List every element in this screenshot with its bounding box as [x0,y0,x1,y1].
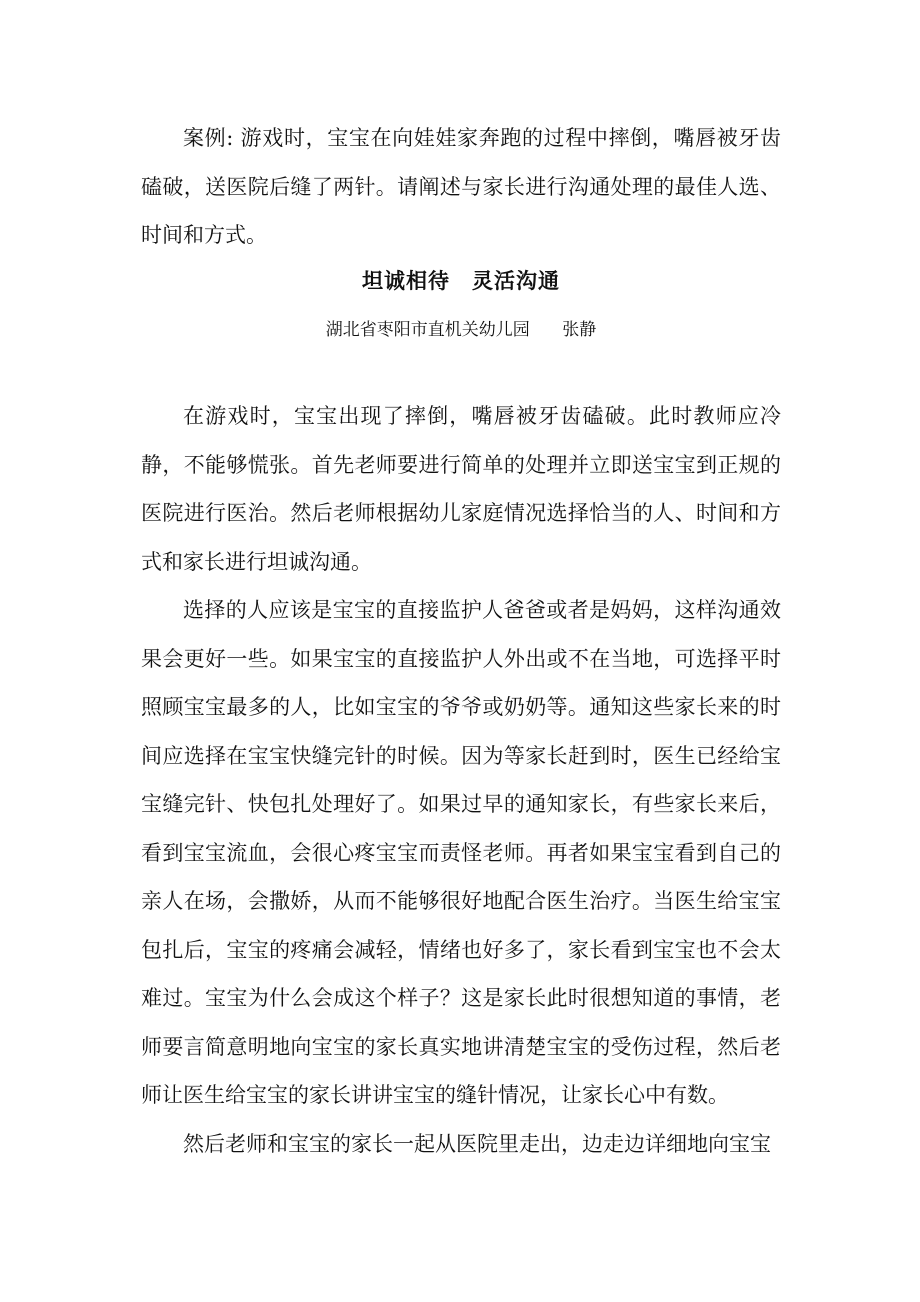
paragraph-2: 选择的人应该是宝宝的直接监护人爸爸或者是妈妈，这样沟通效果会更好一些。如果宝宝的直接监护人外出或不在当地，可选择平时照顾宝宝最多的人，比如宝宝的爷爷或奶奶等。通知这些家长来的时间应选择在宝宝快缝完针的时候。因为等家长赶到时，医生已经给宝宝缝完针、快包扎处理好了。如果过早的通知家长，有些家长来后，看到宝宝流血，会很心疼宝宝而责怪老师。再者如果宝宝看到自己的亲人在场，会撒娇，从而不能够很好地配合医生治疗。当医生给宝宝包扎后，宝宝的疼痛会减轻，情绪也好多了，家长看到宝宝也不会太难过。宝宝为什么会成这个样子？这是家长此时很想知道的事情，老师要言简意明地向宝宝的家长真实地讲清楚宝宝的受伤过程，然后老师让医生给宝宝的家长讲讲宝宝的缝针情况，让家长心中有数。 [141,598,781,1107]
article-title: 坦诚相待 灵活沟通 [362,269,560,293]
author-name: 张静 [562,320,597,340]
paragraph-3: 然后老师和宝宝的家长一起从医院里走出，边走边详细地向宝宝 [183,1131,771,1156]
paragraph-1: 在游戏时，宝宝出现了摔倒，嘴唇被牙齿磕破。此时教师应冷静，不能够慌张。首先老师要进行简单的处理并立即送宝宝到正规的医院进行医治。然后老师根据幼儿家庭情况选择恰当的人、时间和方式和家长进行坦诚沟通。 [141,404,781,574]
author-line [141,313,781,347]
case-description: 案例: 游戏时，宝宝在向娃娃家奔跑的过程中摔倒，嘴唇被牙齿磕破，送医院后缝了两针。请阐述与家长进行沟通处理的最佳人选、时间和方式。 [141,126,781,247]
author-organization: 湖北省枣阳市直机关幼儿园 [325,320,530,340]
article-body [141,392,781,1168]
